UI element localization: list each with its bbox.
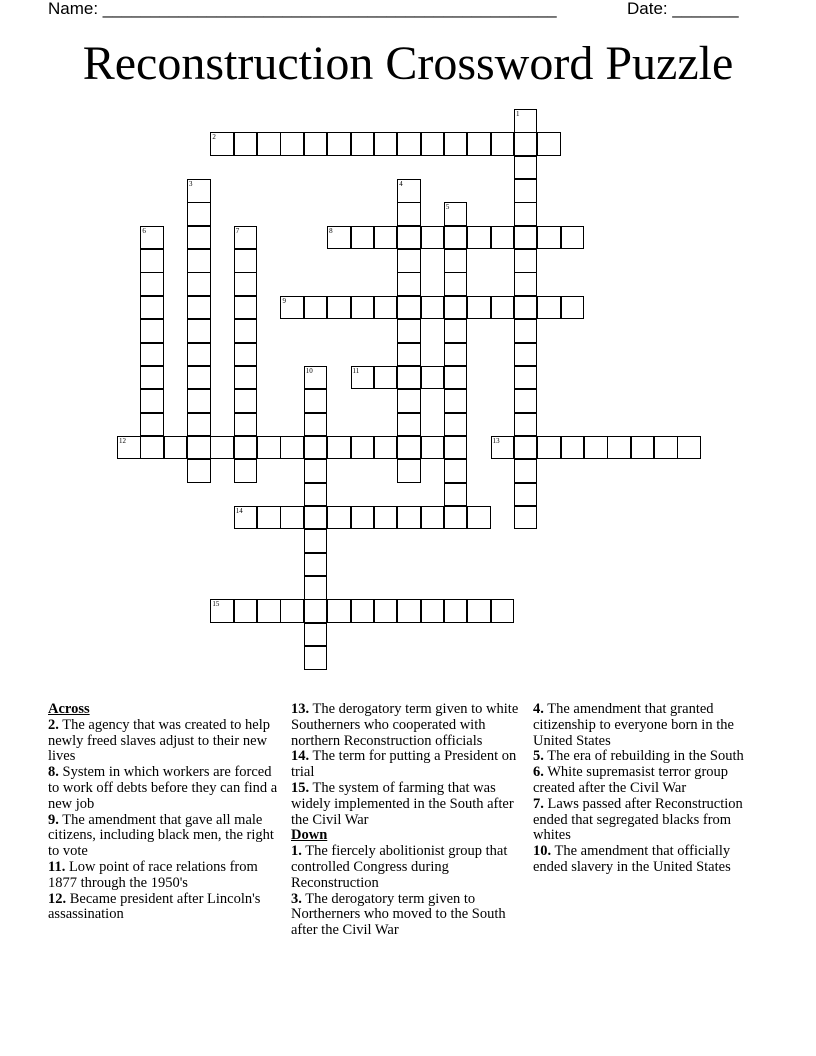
- grid-cell[interactable]: [140, 389, 164, 413]
- grid-cell[interactable]: [514, 343, 538, 367]
- grid-cell[interactable]: [257, 599, 281, 623]
- grid-cell[interactable]: [304, 366, 328, 390]
- grid-cell[interactable]: [397, 436, 421, 460]
- grid-cell[interactable]: [304, 623, 328, 647]
- clue-number: 5: [445, 203, 450, 212]
- grid-cell[interactable]: [280, 132, 304, 156]
- grid-cell[interactable]: [234, 319, 258, 343]
- grid-cell[interactable]: [421, 226, 445, 250]
- grid-cell[interactable]: [467, 599, 491, 623]
- grid-cell[interactable]: [444, 319, 468, 343]
- clue-number: 4: [399, 180, 403, 189]
- grid-cell[interactable]: [537, 436, 561, 460]
- grid-cell[interactable]: [514, 319, 538, 343]
- grid-cell[interactable]: [397, 296, 421, 320]
- grid-cell[interactable]: [491, 226, 515, 250]
- grid-cell[interactable]: [397, 226, 421, 250]
- grid-cell[interactable]: [234, 389, 258, 413]
- grid-cell[interactable]: [187, 389, 211, 413]
- grid-cell[interactable]: [514, 506, 538, 530]
- clue-down-6: 6. White supremasist terror group created after the Civil War: [533, 764, 729, 796]
- grid-cell[interactable]: [304, 506, 328, 530]
- grid-cell[interactable]: [140, 249, 164, 273]
- down-heading: Down: [291, 827, 328, 844]
- grid-cell[interactable]: [187, 366, 211, 390]
- grid-cell[interactable]: [351, 132, 375, 156]
- grid-cell[interactable]: [514, 436, 538, 460]
- grid-cell[interactable]: [234, 343, 258, 367]
- grid-cell[interactable]: [421, 296, 445, 320]
- grid-cell[interactable]: [304, 576, 328, 600]
- grid-cell[interactable]: [374, 296, 398, 320]
- grid-cell[interactable]: [397, 459, 421, 483]
- grid-cell[interactable]: [327, 132, 351, 156]
- grid-cell[interactable]: [514, 296, 538, 320]
- grid-cell[interactable]: [514, 226, 538, 250]
- grid-cell[interactable]: [631, 436, 655, 460]
- grid-cell[interactable]: [397, 179, 421, 203]
- grid-cell[interactable]: [234, 366, 258, 390]
- grid-cell[interactable]: [537, 296, 561, 320]
- grid-cell[interactable]: [444, 389, 468, 413]
- grid-cell[interactable]: [514, 483, 538, 507]
- grid-cell[interactable]: [257, 132, 281, 156]
- across-heading: Across: [48, 701, 90, 717]
- grid-cell[interactable]: [234, 413, 258, 437]
- clue-across-12: 12. Became president after Lincoln's assassination: [48, 890, 261, 923]
- grid-cell[interactable]: [234, 132, 258, 156]
- grid-cell[interactable]: [351, 506, 375, 530]
- grid-cell[interactable]: [444, 132, 468, 156]
- grid-cell[interactable]: [210, 436, 234, 460]
- clue-number: 13: [492, 436, 500, 445]
- grid-cell[interactable]: [467, 226, 491, 250]
- grid-cell[interactable]: [514, 366, 538, 390]
- clue-number: 10: [305, 366, 313, 375]
- grid-cell[interactable]: [210, 132, 234, 156]
- grid-cell[interactable]: [280, 599, 304, 623]
- grid-cell[interactable]: [561, 226, 585, 250]
- grid-cell[interactable]: [607, 436, 631, 460]
- grid-cell[interactable]: [187, 202, 211, 226]
- clue-down-5: 5. The era of rebuilding in the South: [533, 748, 744, 765]
- grid-cell[interactable]: [654, 436, 678, 460]
- grid-cell[interactable]: [491, 296, 515, 320]
- grid-cell[interactable]: [304, 599, 328, 623]
- grid-cell[interactable]: [234, 459, 258, 483]
- grid-cell[interactable]: [491, 132, 515, 156]
- grid-cell[interactable]: [514, 156, 538, 180]
- clue-number: 6: [142, 226, 146, 235]
- grid-cell[interactable]: [280, 296, 304, 320]
- grid-cell[interactable]: [280, 506, 304, 530]
- grid-cell[interactable]: [514, 109, 538, 133]
- grid-cell[interactable]: [444, 436, 468, 460]
- grid-cell[interactable]: [140, 272, 164, 296]
- grid-cell[interactable]: [234, 436, 258, 460]
- grid-cell[interactable]: [374, 436, 398, 460]
- clue-number: 11: [352, 366, 360, 375]
- grid-cell[interactable]: [514, 132, 538, 156]
- grid-cell[interactable]: [351, 226, 375, 250]
- grid-cell[interactable]: [140, 366, 164, 390]
- grid-cell[interactable]: [234, 506, 258, 530]
- clue-number: 3: [189, 180, 193, 189]
- grid-cell[interactable]: [234, 599, 258, 623]
- grid-cell[interactable]: [304, 483, 328, 507]
- grid-cell[interactable]: [304, 296, 328, 320]
- grid-cell[interactable]: [514, 179, 538, 203]
- clue-across-14: 14. The term for putting a President on trial: [291, 748, 517, 781]
- name-field[interactable]: Name: ________________________________________________: [48, 0, 557, 18]
- grid-cell[interactable]: [351, 296, 375, 320]
- grid-cell[interactable]: [444, 506, 468, 530]
- grid-cell[interactable]: [140, 319, 164, 343]
- grid-cell[interactable]: [561, 296, 585, 320]
- grid-cell[interactable]: [421, 506, 445, 530]
- grid-cell[interactable]: [187, 249, 211, 273]
- clue-column-2: [291, 702, 521, 939]
- grid-cell[interactable]: [444, 202, 468, 226]
- clue-down-3: 3. The derogatory term given to Northerners who moved to the South after the Civil War: [291, 890, 506, 939]
- grid-cell[interactable]: [421, 599, 445, 623]
- grid-cell[interactable]: [304, 646, 328, 670]
- grid-cell[interactable]: [280, 436, 304, 460]
- grid-cell[interactable]: [514, 413, 538, 437]
- grid-cell[interactable]: [421, 132, 445, 156]
- grid-cell[interactable]: [327, 506, 351, 530]
- grid-cell[interactable]: [444, 296, 468, 320]
- clue-number: 1: [515, 110, 520, 118]
- grid-cell[interactable]: [187, 179, 211, 203]
- header: [48, 0, 748, 21]
- grid-cell[interactable]: [304, 553, 328, 577]
- grid-cell[interactable]: [140, 343, 164, 367]
- grid-cell[interactable]: [514, 202, 538, 226]
- grid-cell[interactable]: [397, 343, 421, 367]
- clue-number: 9: [282, 296, 286, 305]
- grid-cell[interactable]: [374, 599, 398, 623]
- grid-cell[interactable]: [351, 436, 375, 460]
- date-field[interactable]: Date: _______: [627, 0, 739, 18]
- grid-cell[interactable]: [234, 226, 258, 250]
- grid-cell[interactable]: [444, 343, 468, 367]
- grid-cell[interactable]: [304, 459, 328, 483]
- grid-cell[interactable]: [327, 599, 351, 623]
- clue-number: 7: [235, 226, 240, 235]
- grid-cell[interactable]: [444, 366, 468, 390]
- grid-cell[interactable]: [304, 132, 328, 156]
- grid-cell[interactable]: [140, 413, 164, 437]
- clue-down-10: 10. The amendment that officially ended slavery in the United States: [533, 843, 731, 875]
- grid-cell[interactable]: [187, 226, 211, 250]
- grid-cell[interactable]: [187, 413, 211, 437]
- clue-down-1: 1. The fiercely abolitionist group that controlled Congress during Reconstruction: [291, 843, 508, 891]
- grid-cell[interactable]: [397, 132, 421, 156]
- grid-cell[interactable]: [164, 436, 188, 460]
- grid-cell[interactable]: [514, 249, 538, 273]
- grid-cell[interactable]: [514, 389, 538, 413]
- grid-cell[interactable]: [187, 319, 211, 343]
- grid-cell[interactable]: [304, 529, 328, 553]
- grid-cell[interactable]: [677, 436, 701, 460]
- grid-cell[interactable]: [444, 226, 468, 250]
- grid-cell[interactable]: [234, 249, 258, 273]
- grid-cell[interactable]: [187, 436, 211, 460]
- grid-cell[interactable]: [140, 296, 164, 320]
- clue-number: 12: [119, 436, 126, 445]
- grid-cell[interactable]: [187, 459, 211, 483]
- grid-cell[interactable]: [397, 389, 421, 413]
- grid-cell[interactable]: [327, 436, 351, 460]
- clue-column-1: [48, 702, 283, 923]
- grid-cell[interactable]: [304, 413, 328, 437]
- grid-cell[interactable]: [467, 132, 491, 156]
- clue-number: 2: [212, 133, 216, 142]
- grid-cell[interactable]: [234, 296, 258, 320]
- clue-across-11: 11. Low point of race relations from 1877 through the 1950's: [48, 858, 258, 891]
- clue-across-15: 15. The system of farming that was widely implemented in the South after the Civil War: [291, 779, 514, 828]
- across-list-a: [48, 718, 283, 923]
- grid-cell[interactable]: [257, 436, 281, 460]
- grid-cell[interactable]: [374, 366, 398, 390]
- grid-cell[interactable]: [561, 436, 585, 460]
- clue-down-7: 7. Laws passed after Reconstruction ended that segregated blacks from whites: [533, 795, 743, 844]
- clue-across-8: 8. System in which workers are forced to work off debts before they can find a new job: [48, 764, 278, 812]
- grid-cell[interactable]: [234, 272, 258, 296]
- clue-number: 8: [329, 226, 333, 235]
- clue-column-3: [533, 702, 768, 876]
- clue-across-9: 9. The amendment that gave all male citizens, including black men, the right to vote: [48, 811, 274, 860]
- grid-cell[interactable]: [444, 599, 468, 623]
- grid-cell[interactable]: [397, 202, 421, 226]
- grid-cell[interactable]: [210, 599, 234, 623]
- grid-cell[interactable]: [374, 506, 398, 530]
- grid-cell[interactable]: [327, 296, 351, 320]
- grid-cell[interactable]: [351, 599, 375, 623]
- grid-cell[interactable]: [467, 296, 491, 320]
- grid-cell[interactable]: [304, 389, 328, 413]
- grid-cell[interactable]: [444, 272, 468, 296]
- grid-cell[interactable]: [491, 599, 515, 623]
- grid-cell[interactable]: [397, 249, 421, 273]
- clue-number: 15: [212, 600, 220, 609]
- grid-cell[interactable]: [444, 459, 468, 483]
- grid-cell[interactable]: [397, 506, 421, 530]
- grid-cell[interactable]: [257, 506, 281, 530]
- grid-cell[interactable]: [140, 226, 164, 250]
- grid-cell[interactable]: [187, 343, 211, 367]
- page-title: Reconstruction Crossword Puzzle: [82, 37, 734, 90]
- grid-cell[interactable]: [374, 132, 398, 156]
- grid-cell[interactable]: [421, 436, 445, 460]
- grid-cell[interactable]: [187, 272, 211, 296]
- grid-cell[interactable]: [514, 272, 538, 296]
- grid-cell[interactable]: [397, 319, 421, 343]
- grid-cell[interactable]: [514, 459, 538, 483]
- grid-cell[interactable]: [397, 599, 421, 623]
- clue-number: 14: [235, 506, 243, 515]
- grid-cell[interactable]: [397, 413, 421, 437]
- grid-cell[interactable]: [444, 413, 468, 437]
- grid-cell[interactable]: [584, 436, 608, 460]
- clue-across-2: 2. The agency that was created to help newly freed slaves adjust to their new lives: [48, 716, 270, 765]
- grid-cell[interactable]: [537, 226, 561, 250]
- grid-cell[interactable]: [374, 226, 398, 250]
- grid-cell[interactable]: [351, 366, 375, 390]
- grid-cell[interactable]: [421, 366, 445, 390]
- grid-cell[interactable]: [444, 483, 468, 507]
- grid-cell[interactable]: [397, 272, 421, 296]
- grid-cell[interactable]: [537, 132, 561, 156]
- grid-cell[interactable]: [491, 436, 515, 460]
- grid-cell[interactable]: [444, 249, 468, 273]
- clue-down-4: 4. The amendment that granted citizenship to everyone born in the United States: [533, 701, 734, 749]
- grid-cell[interactable]: [140, 436, 164, 460]
- grid-cell[interactable]: [117, 436, 141, 460]
- grid-cell[interactable]: [187, 296, 211, 320]
- grid-cell[interactable]: [467, 506, 491, 530]
- grid-cell[interactable]: [327, 226, 351, 250]
- grid-cell[interactable]: [304, 436, 328, 460]
- grid-cell[interactable]: [397, 366, 421, 390]
- clue-across-13: 13. The derogatory term given to white Southerners who cooperated with northern Reconstruction officials: [291, 701, 519, 749]
